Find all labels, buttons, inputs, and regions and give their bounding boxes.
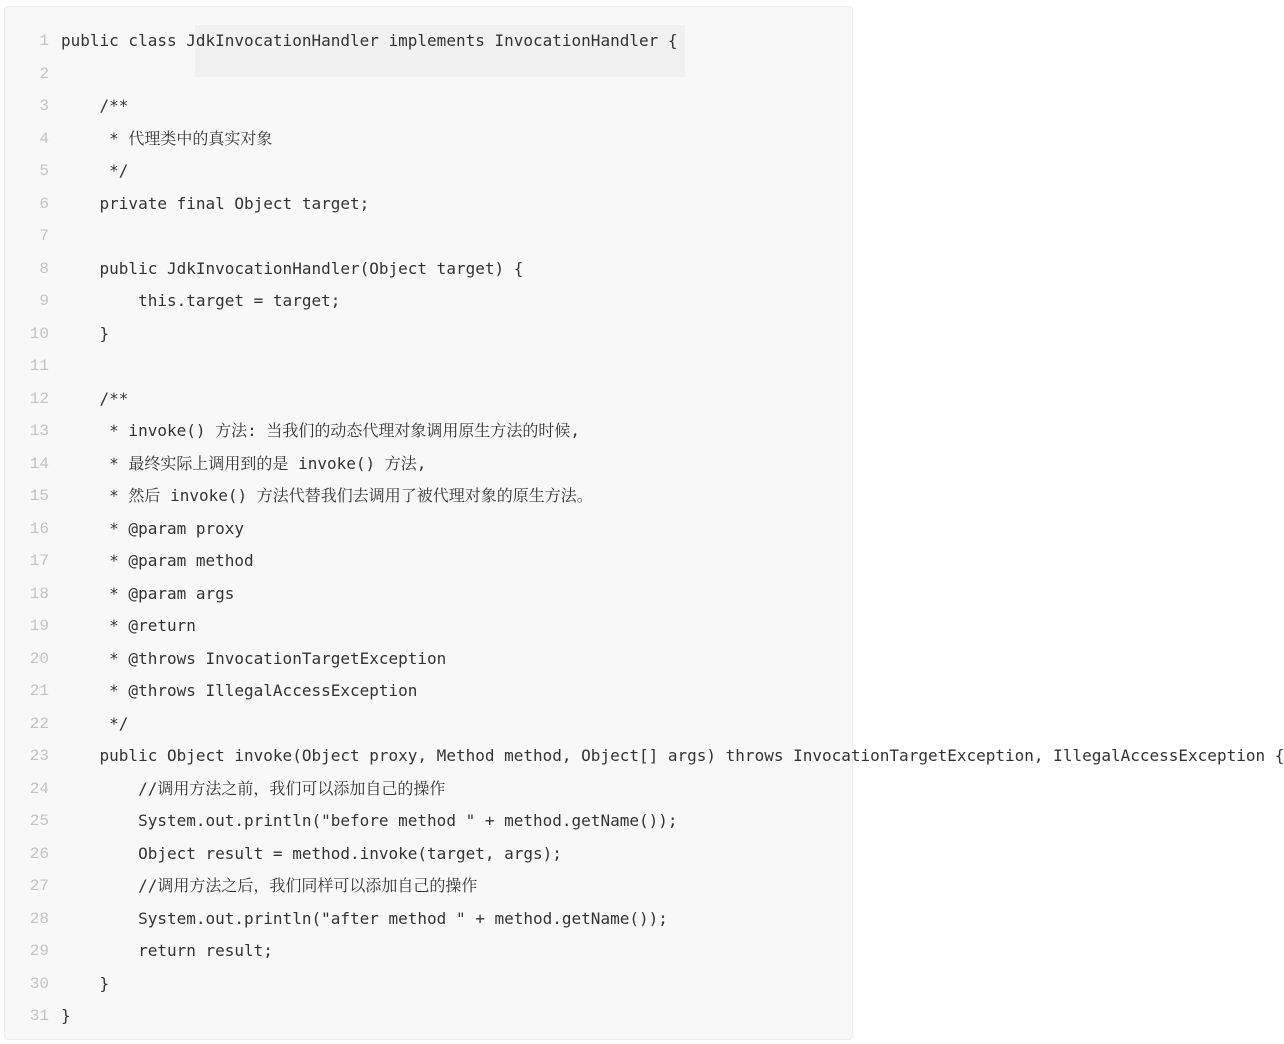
line-number: 6 — [39, 194, 49, 213]
line-number: 23 — [29, 747, 49, 765]
code-line: return result; — [61, 941, 273, 960]
code-line — [61, 220, 852, 253]
line-number: 4 — [39, 129, 49, 148]
code-line: * 然后 invoke() 方法代替我们去调用了被代理对象的原生方法。 — [61, 486, 593, 505]
code-line: */ — [61, 713, 129, 733]
code-line: public JdkInvocationHandler(Object target) { — [61, 258, 524, 278]
line-number: 26 — [29, 844, 49, 863]
line-number: 13 — [29, 422, 49, 440]
code-line: System.out.println("before method " + method.getName()); — [61, 811, 678, 830]
code-line: this.target = target; — [61, 291, 341, 310]
line-number: 24 — [29, 779, 49, 798]
line-number: 3 — [39, 97, 49, 115]
line-number-gutter — [5, 25, 49, 1033]
code-line — [61, 58, 852, 91]
line-number: 11 — [29, 357, 49, 375]
code-line: } — [61, 1006, 71, 1025]
line-number: 1 — [39, 32, 49, 50]
code-line: * @param args — [61, 583, 235, 603]
code-line: private final Object target; — [61, 193, 370, 213]
code-line: * @throws InvocationTargetException — [61, 648, 447, 668]
code-line: * 代理类中的真实对象 — [61, 128, 273, 148]
code-line: * 最终实际上调用到的是 invoke() 方法, — [61, 453, 427, 473]
code-line: * @param proxy — [61, 518, 245, 538]
code-line: //调用方法之后，我们同样可以添加自己的操作 — [61, 876, 478, 895]
code-block — [4, 6, 1284, 1040]
code-line: * invoke() 方法: 当我们的动态代理对象调用原生方法的时候, — [61, 421, 581, 440]
line-number: 2 — [39, 64, 49, 83]
code-line: /** — [61, 96, 129, 115]
code-line: System.out.println("after method " + method.getName()); — [61, 908, 668, 928]
line-number: 5 — [39, 162, 49, 180]
line-number: 28 — [29, 909, 49, 928]
line-number: 10 — [29, 324, 49, 343]
code-line: } — [61, 973, 110, 993]
line-number: 30 — [29, 974, 49, 993]
code-line: //调用方法之前，我们可以添加自己的操作 — [61, 778, 446, 798]
code-line: public Object invoke(Object proxy, Method method, Object[] args) throws InvocationTargetException, IllegalAccessException { — [61, 746, 1284, 765]
line-number: 31 — [29, 1007, 49, 1025]
code-line: Object result = method.invoke(target, args); — [61, 843, 562, 863]
line-number: 7 — [39, 227, 49, 245]
line-number: 25 — [29, 812, 49, 830]
code-area — [61, 25, 1284, 1033]
line-number: 27 — [29, 877, 49, 895]
code-line: * @throws IllegalAccessException — [61, 681, 418, 700]
code-line — [61, 350, 852, 383]
code-line: public class JdkInvocationHandler implements InvocationHandler { — [61, 31, 678, 50]
line-number: 14 — [29, 454, 49, 473]
line-number: 19 — [29, 617, 49, 635]
code-line: * @param method — [61, 551, 254, 570]
code-line: */ — [61, 161, 129, 180]
line-number: 21 — [29, 682, 49, 700]
code-line: /** — [61, 388, 129, 408]
line-number: 29 — [29, 942, 49, 960]
line-number: 17 — [29, 552, 49, 570]
line-number: 12 — [29, 389, 49, 408]
line-number: 16 — [29, 519, 49, 538]
line-number: 22 — [29, 714, 49, 733]
line-number: 8 — [39, 259, 49, 278]
code-line: } — [61, 323, 110, 343]
line-number: 9 — [39, 292, 49, 310]
line-number: 20 — [29, 649, 49, 668]
line-number: 18 — [29, 584, 49, 603]
line-number: 15 — [29, 487, 49, 505]
code-line: * @return — [61, 616, 196, 635]
